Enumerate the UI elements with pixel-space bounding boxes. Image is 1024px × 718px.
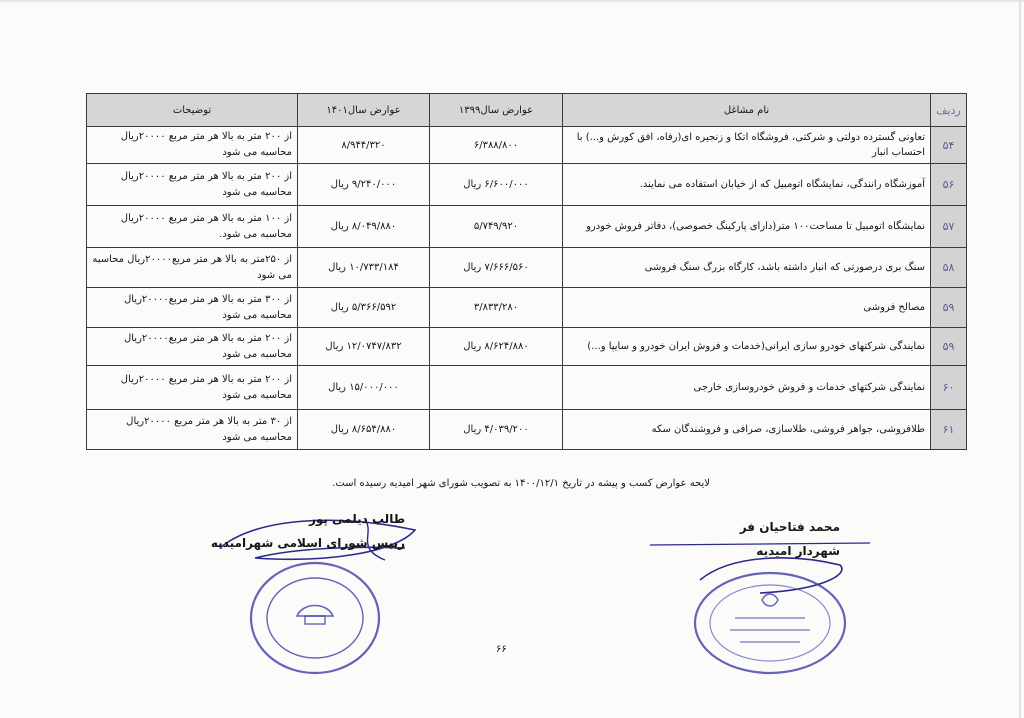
row-price-1399: ۷/۶۶۶/۵۶۰ ریال xyxy=(430,248,563,288)
tariffs-table xyxy=(86,93,967,450)
row-price-1399: ۶/۶۰۰/۰۰۰ ریال xyxy=(430,164,563,206)
row-job: نمایندگی شرکتهای خدمات و فروش خودروسازی خارجی xyxy=(563,366,931,410)
header-price-1401: عوارض سال۱۴۰۱ xyxy=(298,94,430,127)
row-desc: از ۲۰۰ متر به بالا هر متر مربع۲۰۰۰۰ریال محاسبه می شود xyxy=(87,328,298,366)
row-num: ۶۱ xyxy=(931,410,967,450)
table-row xyxy=(87,328,967,366)
council-signer-title: رییس شورای اسلامی شهرامیدیه xyxy=(210,536,405,550)
row-num: ۵۹ xyxy=(931,328,967,366)
row-desc: از ۲۰۰ متر به بالا هر متر مربع ۲۰۰۰۰ریال محاسبه می شود xyxy=(87,366,298,410)
row-price-1399: ۸/۶۲۴/۸۸۰ ریال xyxy=(430,328,563,366)
row-desc: از ۲۵۰متر به بالا هر متر مربع۲۰۰۰۰ریال محاسبه می شود xyxy=(87,248,298,288)
row-num: ۵۴ xyxy=(931,127,967,164)
row-price-1401: ۱۰/۷۳۳/۱۸۴ ریال xyxy=(298,248,430,288)
row-num: ۵۷ xyxy=(931,206,967,248)
row-job: سنگ بری درصورتی که انبار داشته باشد، کارگاه بزرگ سنگ فروشی xyxy=(563,248,931,288)
row-price-1399: ۶/۳۸۸/۸۰۰ xyxy=(430,127,563,164)
row-price-1401: ۵/۳۶۶/۵۹۲ ریال xyxy=(298,288,430,328)
header-num: ردیف xyxy=(931,94,967,127)
table-row xyxy=(87,206,967,248)
row-desc: از ۲۰۰ متر به بالا هر متر مربع ۲۰۰۰۰ریال محاسبه می شود xyxy=(87,127,298,164)
row-price-1401: ۱۲/۰۷۴۷/۸۳۲ ریال xyxy=(298,328,430,366)
table-header-row xyxy=(87,94,967,127)
council-signer-name: طالب دیلمی پور xyxy=(308,512,405,526)
row-num: ۵۸ xyxy=(931,248,967,288)
table-row xyxy=(87,288,967,328)
table-row xyxy=(87,248,967,288)
page-number: ۶۶ xyxy=(496,644,507,655)
row-job: نمایندگی شرکتهای خودرو سازی ایرانی(خدمات و فروش ایران خودرو و سایپا و...) xyxy=(563,328,931,366)
table-row xyxy=(87,366,967,410)
row-desc: از ۱۰۰ متر به بالا هر متر مربع ۲۰۰۰۰ریال محاسبه می شود. xyxy=(87,206,298,248)
row-price-1401: ۹/۲۴۰/۰۰۰ ریال xyxy=(298,164,430,206)
council-stamp-icon xyxy=(245,558,385,678)
header-job: نام مشاغل xyxy=(563,94,931,127)
row-num: ۵۶ xyxy=(931,164,967,206)
header-price-1399: عوارض سال۱۳۹۹ xyxy=(430,94,563,127)
row-price-1399 xyxy=(430,366,563,410)
row-price-1401: ۱۵/۰۰۰/۰۰۰ ریال xyxy=(298,366,430,410)
row-job: نمایشگاه اتومبیل تا مساحت۱۰۰ متر(دارای پارکینگ خصوصی)، دفاتر فروش خودرو xyxy=(563,206,931,248)
page-edge xyxy=(0,0,1024,2)
row-job: تعاونی گسترده دولتی و شرکتی، فروشگاه اتکا و زنجیره ای(رفاه، افق کورش و...) با احتساب انبار xyxy=(563,127,931,164)
row-num: ۶۰ xyxy=(931,366,967,410)
row-desc: از ۳۰۰ متر به بالا هر متر مربع۲۰۰۰۰ریال محاسبه می شود xyxy=(87,288,298,328)
row-desc: از ۲۰۰ متر به بالا هر متر مربع ۲۰۰۰۰ریال محاسبه می شود xyxy=(87,164,298,206)
table-row xyxy=(87,164,967,206)
row-price-1399: ۳/۸۳۳/۲۸۰ xyxy=(430,288,563,328)
mayor-signer xyxy=(680,520,840,558)
page-edge xyxy=(1019,0,1021,718)
row-price-1401: ۸/۹۴۴/۳۲۰ xyxy=(298,127,430,164)
row-price-1399: ۵/۷۴۹/۹۲۰ xyxy=(430,206,563,248)
mayor-stamp-icon xyxy=(690,568,850,678)
row-num: ۵۹ xyxy=(931,288,967,328)
row-price-1399: ۴/۰۳۹/۲۰۰ ریال xyxy=(430,410,563,450)
council-signer xyxy=(190,512,405,550)
header-desc: توضیحات xyxy=(87,94,298,127)
approval-note: لایحه عوارض کسب و پیشه در تاریخ ۱۴۰۰/۱۲/۱ به تصویب شورای شهر امیدیه رسیده است. xyxy=(332,478,710,489)
row-price-1401: ۸/۰۴۹/۸۸۰ ریال xyxy=(298,206,430,248)
row-job: طلافروشی، جواهر فروشی، طلاسازی، صرافی و فروشندگان سکه xyxy=(563,410,931,450)
row-price-1401: ۸/۶۵۴/۸۸۰ ریال xyxy=(298,410,430,450)
table-row xyxy=(87,127,967,164)
mayor-signer-name: محمد فتاحیان فر xyxy=(739,520,840,534)
mayor-signer-title: شهردار امیدیه xyxy=(756,544,840,558)
row-job: مصالح فروشی xyxy=(563,288,931,328)
row-job: آموزشگاه رانندگی، نمایشگاه اتومبیل که از خیابان استفاده می نمایند. xyxy=(563,164,931,206)
table-row xyxy=(87,410,967,450)
row-desc: از ۳۰ متر به بالا هر متر مربع ۲۰۰۰۰ریال محاسبه می شود xyxy=(87,410,298,450)
